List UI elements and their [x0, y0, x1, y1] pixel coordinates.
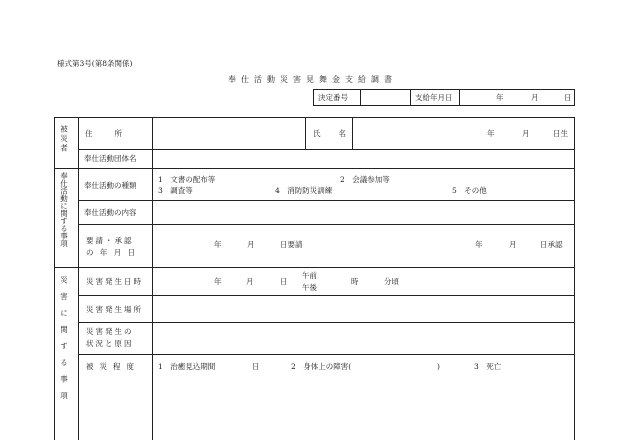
disaster-month-unit: 月 — [246, 277, 254, 286]
disaster-cause-label-2: 状況と原因 — [86, 339, 134, 348]
dob-year-unit: 年 — [487, 129, 495, 138]
main-table-left — [54, 117, 55, 440]
disaster-minute-unit: 分頃 — [384, 277, 399, 286]
payment-date-label: 支給年月日 — [415, 93, 453, 102]
header-table-top — [313, 89, 575, 90]
ampm-am-option[interactable]: 午前 — [302, 271, 317, 280]
activity-option-3[interactable]: 3 調査等 — [158, 186, 193, 195]
disaster-day-unit: 日 — [280, 277, 288, 286]
name-label: 氏名 — [313, 129, 364, 138]
name-field[interactable] — [355, 120, 475, 147]
payment-year-unit: 年 — [496, 93, 504, 102]
disaster-hour-unit: 時 — [351, 277, 359, 286]
header-table-right — [574, 89, 575, 106]
header-table-bottom — [313, 105, 575, 106]
activity-option-5[interactable]: 5 その他 — [452, 186, 487, 195]
disaster-datetime-label: 災害発生日時 — [86, 277, 143, 286]
damage-option-3[interactable]: 3 死亡 — [474, 362, 502, 371]
request-approval-label-1: 要請・承認 — [86, 236, 134, 245]
header-table-left — [313, 89, 314, 106]
activity-content-label: 奉仕活動の内容 — [84, 208, 137, 217]
payment-month-unit: 月 — [531, 93, 539, 102]
request-approval-label-2: の 年 月 日 — [86, 248, 138, 257]
group-name-label: 奉仕活動団体名 — [84, 154, 137, 163]
activity-option-1[interactable]: 1 文書の配布等 — [158, 175, 216, 184]
activity-option-2[interactable]: 2 会議参加等 — [340, 175, 390, 184]
disaster-cause-label-1: 災害発生の — [86, 327, 134, 336]
main-table-right — [574, 117, 575, 440]
main-table-top — [54, 117, 575, 118]
decision-number-field[interactable] — [362, 92, 408, 104]
name-label-left-line — [305, 117, 306, 149]
disaster-place-label: 災害発生場所 — [86, 305, 143, 314]
section-separator-2 — [54, 267, 575, 268]
damage-option-2-close: ) — [437, 362, 440, 371]
section-disaster: 災害に関する事項 — [59, 276, 69, 408]
dob-month-unit: 月 — [522, 129, 530, 138]
decision-number-label: 決定番号 — [318, 93, 348, 102]
header-divider-1 — [360, 89, 361, 106]
damage-option-1[interactable]: 1 治癒見込期間 — [158, 362, 216, 371]
header-divider-3 — [459, 89, 460, 106]
section-activity: 奉仕活動に関する事項 — [59, 172, 69, 247]
damage-option-2[interactable]: 2 身体上の障害( — [291, 362, 352, 371]
payment-day-unit: 日 — [564, 93, 572, 102]
approval-month-unit: 月 — [509, 240, 517, 249]
request-day-unit: 日要請 — [280, 240, 303, 249]
request-month-unit: 月 — [247, 240, 255, 249]
disaster-cause-field[interactable] — [155, 325, 571, 352]
form-number: 様式第3号(第8条関係) — [57, 59, 133, 68]
page-title: 奉仕活動災害見舞金支給調書 — [228, 75, 397, 84]
disaster-place-field[interactable] — [155, 298, 571, 320]
address-label: 住所 — [85, 129, 144, 138]
disaster-year-unit: 年 — [214, 277, 222, 286]
approval-year-unit: 年 — [475, 240, 483, 249]
label-column-line — [152, 117, 153, 440]
activity-type-label: 奉仕活動の種類 — [84, 181, 137, 190]
section-column-line — [78, 117, 79, 440]
approval-day-unit: 日承認 — [540, 240, 563, 249]
section-victim: 被災者 — [59, 125, 69, 154]
damage-option-1-unit: 日 — [252, 362, 260, 371]
ampm-pm-option[interactable]: 午後 — [302, 283, 317, 292]
header-divider-2 — [410, 89, 411, 106]
group-name-field[interactable] — [155, 151, 571, 166]
address-field[interactable] — [155, 120, 303, 147]
activity-content-field[interactable] — [155, 203, 571, 222]
request-year-unit: 年 — [214, 240, 222, 249]
dob-day-unit: 日生 — [553, 129, 568, 138]
damage-degree-label: 被災程度 — [86, 362, 140, 371]
activity-option-4[interactable]: 4 消防防災訓練 — [275, 186, 333, 195]
section-separator-1 — [54, 168, 575, 169]
